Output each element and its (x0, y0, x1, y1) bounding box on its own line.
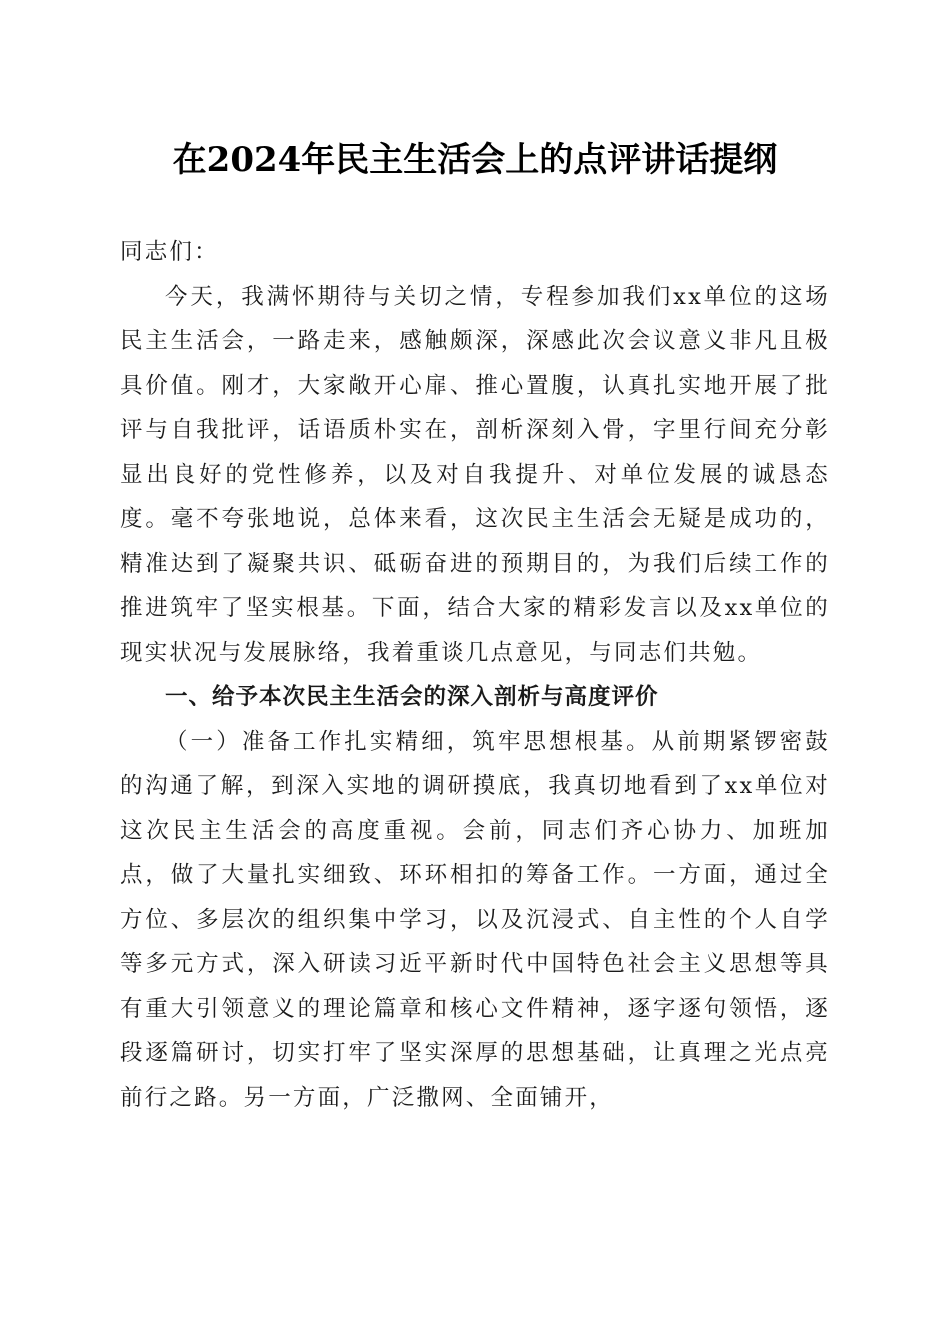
section-heading-1: 一、给予本次民主生活会的深入剖析与高度评价 (165, 684, 659, 710)
subsection-heading-1: （一）准备工作扎实精细，筑牢思想根基。 (165, 728, 652, 755)
subsection-text-1: 从前期紧锣密鼓的沟通了解，到深入实地的调研摸底，我真切地看到了xx单位对这次民主生活会的高度重视。会前，同志们齐心协力、加班加点，做了大量扎实细致、环环相扣的筹备工作。一方面，通过全方位、多层次的组织集中学习，以及沉浸式、自主性的个人自学等多元方式，深入研读习近平新时代中国特色社会主义思想等具有重大引领意义的理论篇章和核心文件精神，逐字逐句领悟，逐段逐篇研讨，切实打牢了坚实深厚的思想基础，让真理之光点亮前行之路。另一方面，广泛撒网、全面铺开， (120, 728, 830, 1111)
document-body (120, 230, 830, 1120)
document-title: 在2024年民主生活会上的点评讲话提纲 (172, 140, 778, 180)
paragraph-subsection-1 (120, 720, 830, 1121)
salutation: 同志们： (120, 239, 219, 265)
paragraph-opening: 今天，我满怀期待与关切之情，专程参加我们xx单位的这场民主生活会，一路走来，感触颇深，深感此次会议意义非凡且极具价值。刚才，大家敞开心扉、推心置腹，认真扎实地开展了批评与自我批评，话语质朴实在，剖析深刻入骨，字里行间充分彰显出良好的党性修养，以及对自我提升、对单位发展的诚恳态度。毫不夸张地说，总体来看，这次民主生活会无疑是成功的，精准达到了凝聚共识、砥砺奋进的预期目的，为我们后续工作的推进筑牢了坚实根基。下面，结合大家的精彩发言以及xx单位的现实状况与发展脉络，我着重谈几点意见，与同志们共勉。 (120, 283, 830, 666)
